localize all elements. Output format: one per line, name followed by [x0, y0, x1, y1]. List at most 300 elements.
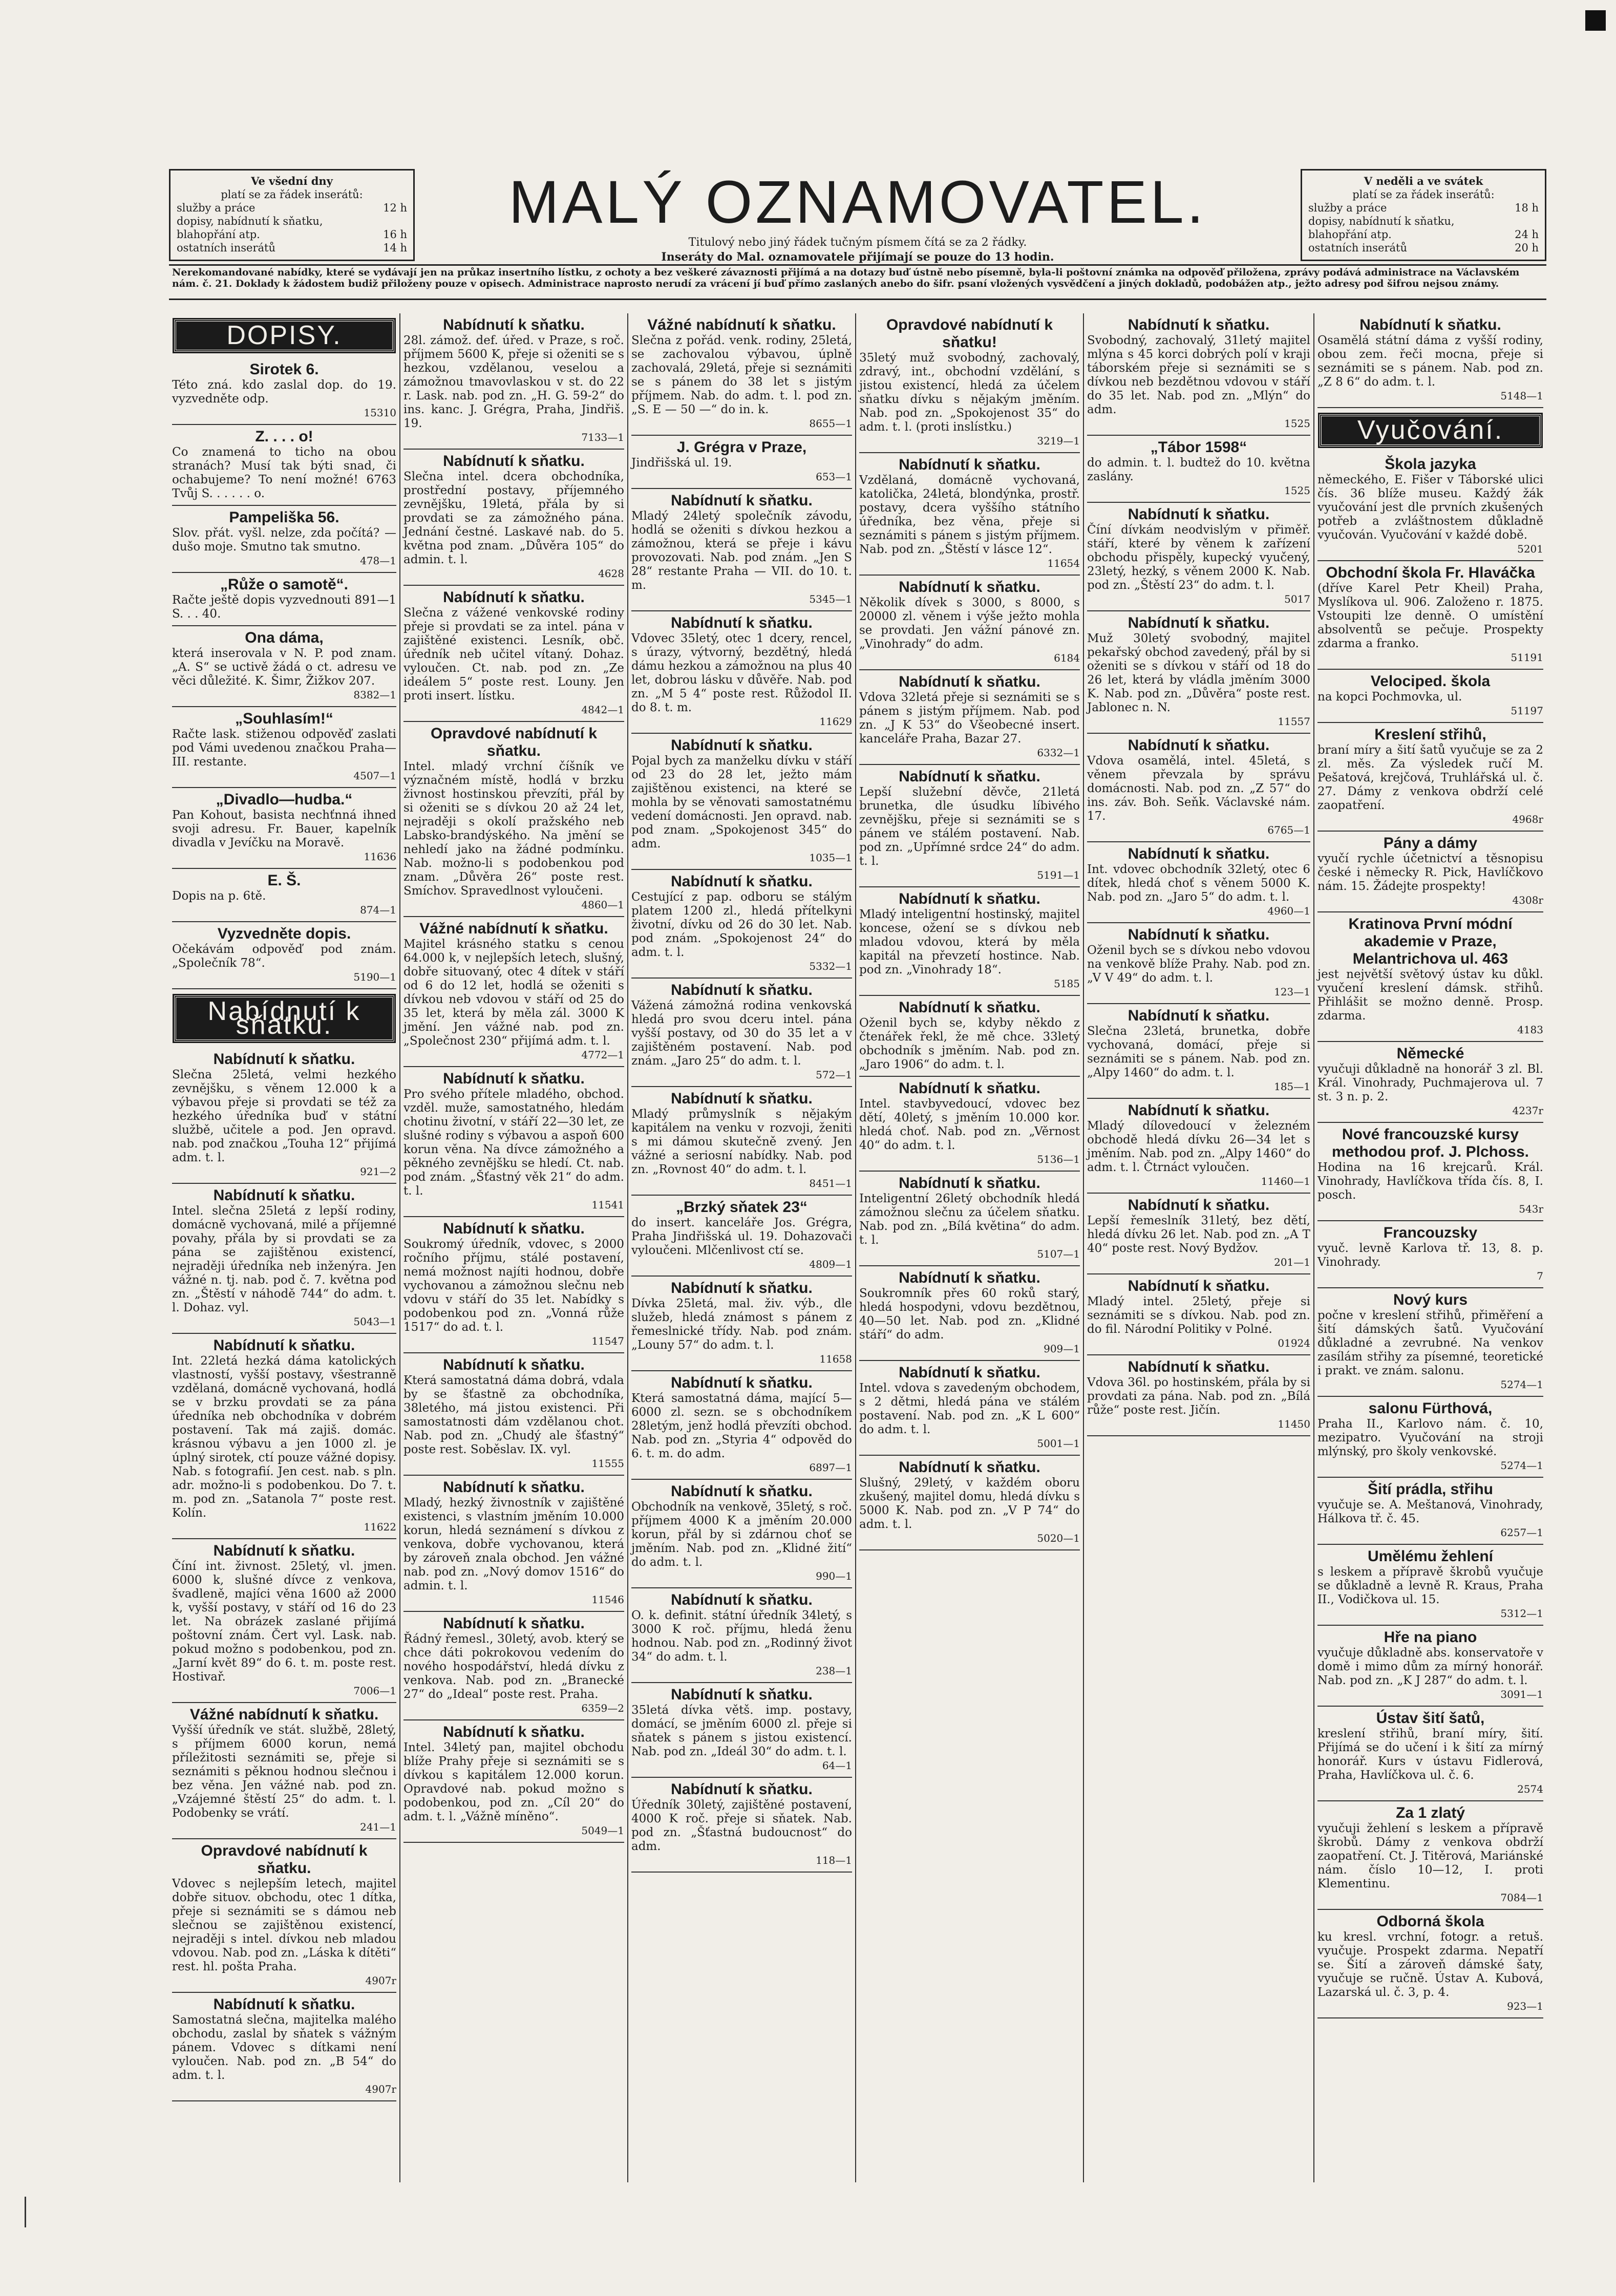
ad-code: 4968r: [1512, 813, 1543, 825]
classified-ad: [859, 887, 1080, 996]
ad-code: 8451—1: [809, 1177, 852, 1189]
ad-code: 4907r: [365, 2083, 396, 2095]
ad-text: vyučuje důkladně abs. konservatoře v domě i mimo dům za mírný honorář. Nab. pod zn. „K J 287“ do adm. t. l.: [1317, 1646, 1543, 1687]
ad-text: Obchodník na venkově, 35letý, s roč. příjmem 4000 K a jměním 20.000 korun, přál by si zdárnou choť se jměním. Nab. pod zn. „Klidné žití“ do adm. t. l.: [631, 1500, 852, 1569]
ad-code: 11622: [364, 1521, 396, 1533]
classified-ad: [859, 576, 1080, 670]
ad-heading: Nabídnutí k sňatku.: [443, 1479, 585, 1496]
classified-ad: [403, 1720, 624, 1843]
rate-label: ostatních inserátů: [1308, 242, 1407, 254]
ad-code: 4237r: [1512, 1104, 1543, 1117]
classified-ad: [631, 1371, 852, 1480]
rate-price: 24 h: [1515, 228, 1539, 241]
ad-heading: Šití prádla, střihu: [1367, 1481, 1494, 1498]
ad-text: Vdovec 35letý, otec 1 dcery, rencel, s úrazy, výtvorný, bezdětný, hledá dámu hezkou a zámožnou na plus 40 let, dobrou lásku v důvěře. Nab. pod zn. „M 5 4“ poste rest. Růžodol II. do 8. t. m.: [631, 632, 852, 714]
ad-heading: Odborná škola: [1376, 1913, 1484, 1930]
ad-heading: Nabídnutí k sňatku.: [671, 1591, 813, 1608]
ad-text: Vzdělaná, domácně vychovaná, katolička, 24letá, blondýnka, prostř. postavy, dcera vyššího státního úředníka, bez věna, přeje si seznámiti s pánem s jistým příjmem. Nab. pod zn. „Štěstí v lásce 12“.: [859, 474, 1080, 556]
ad-code: 5274—1: [1500, 1378, 1543, 1391]
rate-price: 14 h: [383, 242, 407, 254]
ad-heading: Umělému žehlení: [1367, 1548, 1494, 1565]
classified-ad: [172, 707, 396, 788]
ad-text: Lepší služební děvče, 21letá brunetka, dle úsudku líbivého zevnějšku, přeje si seznámiti se s pánem ve stálém postavení. Nab. pod zn. „Upřímné srdce 24“ do adm. t. l.: [859, 785, 1080, 868]
column-1: [169, 313, 399, 2182]
page-title: MALÝ OZNAMOVATEL.: [508, 168, 1207, 236]
ad-text: Lepší řemeslník 31letý, bez dětí, hledá dívku 26 let. Nab. pod zn. „A T 40“ poste rest. Nový Bydžov.: [1087, 1214, 1310, 1255]
ad-text: Muž 30letý svobodný, majitel pekařský obchod zavedený, přál by si oženiti se s dívkou v stáří od 18 do 26 let, která by vládla jměním 3000 K. Nab. pod zn. „Důvěra“ poste rest. Jablonec n. N.: [1087, 632, 1310, 714]
ad-text: Soukromý úředník, vdovec, s 2000 ročního příjmu, stálé postavení, nemá možnost najíti hodnou, dobře vychovanou a zámožnou slečnu neb vdovu v stáří do 35 let. Nabídky s podobenkou pod zn. „Vonná růže 1517“ do ad. t. l.: [403, 1238, 624, 1334]
classified-ad: [1087, 923, 1310, 1004]
ad-code: 4628: [598, 567, 624, 580]
ad-code: 11546: [591, 1593, 624, 1606]
ad-code: 11450: [1278, 1418, 1310, 1430]
ad-heading: Hře na piano: [1384, 1629, 1477, 1646]
ad-text: Která samostatná dáma, mající 5—6000 zl. sezn. se s obchodníkem 28letým, jenž hodlá převzíti obchod. Nab. pod zn. „Styria 4“ odpověd do 6. t. m. do adm.: [631, 1392, 852, 1460]
ad-text: Vdova 32letá přeje si seznámiti se s pánem s jistým příjmem. Nab. pod zn. „J K 53“ do Všeobecné insert. kanceláře Praha, Bazar 27.: [859, 691, 1080, 746]
classified-ad: [172, 425, 396, 506]
classified-ad: [631, 436, 852, 489]
ad-text: Co znamená to ticho na obou stranách? Musí tak býti snad, či ochabujeme? To není možné! 6763 Tvůj S. . . . . . o.: [172, 445, 396, 500]
ad-code: 4772—1: [581, 1049, 624, 1061]
ad-text: Račte lask. stiženou odpověď zaslati pod Vámi uvedenou značkou Praha—III. restante.: [172, 728, 396, 769]
ad-text: Jindřišská ul. 19.: [631, 456, 732, 470]
classified-ad: [172, 573, 396, 626]
notice-strip: Nerekomandované nabídky, které se vydávají jen na průkaz insertního lístku, z ochoty a bez veškeré závaznosti přijímá a na dotazy buď ústně nebo písemně, byla-li poštovní známka na odpověď přiložena, zprávy podává administrace na Václavském nám. č. 21. Doklady k žádostem budiž přiloženy pouze v opisech. Administrace naprosto nerudí za vrácení jí buď přímo zaslaných anebo do šifr. psaní vložených vysvědčení a jiných dokladů, podobážen atp., ježto adresy pod šifrou nejsou známy.: [169, 264, 1546, 300]
ad-text: 35letá dívka větš. imp. postavy, domácí, se jměním 6000 zl. přeje si sňatek s pánem s jistou existencí. Nab. pod zn. „Ideál 30“ do adm. t. l.: [631, 1704, 852, 1758]
rate-row: [177, 228, 407, 241]
classified-ad: [631, 1588, 852, 1683]
section-nabidnuti: Nabídnutí k sňatku.: [174, 995, 394, 1041]
section-dopisy: DOPISY.: [174, 320, 394, 352]
ad-text: která inserovala v N. P. pod znam. „A. S“ se uctivě žádá o ct. adresu ve věci důležité. K. Šimr, Žižkov 207.: [172, 647, 396, 688]
classified-ad: [1087, 503, 1310, 611]
ad-heading: Francouzsky: [1383, 1224, 1478, 1241]
ad-heading: Nabídnutí k sňatku.: [671, 873, 813, 890]
ad-code: 5191—1: [1037, 869, 1080, 881]
ad-heading: Nabídnutí k sňatku.: [899, 1080, 1040, 1097]
ad-code: 572—1: [816, 1069, 852, 1081]
ad-heading: Opravdové nabídnutí k sňatku.: [430, 725, 598, 759]
ad-heading: Sirotek 6.: [249, 361, 319, 378]
ad-code: 11555: [591, 1457, 624, 1470]
ad-heading: Nabídnutí k sňatku.: [213, 1187, 355, 1204]
ad-code: 5043—1: [353, 1315, 396, 1328]
classified-ad: [403, 1353, 624, 1476]
ad-text: O. k. definit. státní úředník 34letý, s 3000 K roč. příjmu, hledá ženu hodnou. Nab. pod zn. „Rodinný život 34“ do adm. t. l.: [631, 1609, 852, 1664]
classified-ad: [403, 917, 624, 1067]
ad-text: s leskem a přípravě škrobů vyučuje se důkladně a levně R. Kraus, Praha II., Vodičkova ul. 15.: [1317, 1565, 1543, 1606]
ad-heading: Nabídnutí k sňatku.: [899, 1269, 1040, 1286]
ad-heading: Nabídnutí k sňatku.: [899, 1175, 1040, 1192]
ad-text: 35letý muž svobodný, zachovalý, zdravý, int., obchodní vzdělání, s jistou existencí, hledá za účelem sňatku dívku s nějakým jměním. Nab. pod zn. „Spokojenost 35“ do adm. t. l. (proti inslístku.): [859, 351, 1080, 434]
column-2: [399, 313, 627, 2182]
rate-price: 12 h: [383, 202, 407, 214]
ad-heading: Kreslení střihů,: [1374, 726, 1486, 743]
classified-ad: [1317, 1910, 1543, 2018]
ad-text: Mladý inteligentní hostinský, majitel koncese, ožení se s dívkou neb mladou vdovou, která by měla kapitál na převzetí hostince. Nab. pod zn. „Vinohrady 18“.: [859, 908, 1080, 976]
ad-text: Vyšší úředník ve stát. službě, 28letý, s příjmem 6000 korun, nemá příležitosti seznámiti se, přeje si seznámiti s pěknou hodnou slečnou i bez věna. Jen vážné nab. pod zn. „Vzájemné štěstí 25“ do adm. t. l. Podobenky se vrátí.: [172, 1724, 396, 1820]
ad-heading: Nabídnutí k sňatku.: [443, 453, 585, 470]
ad-text: Samostatná slečna, majitelka malého obchodu, zaslal by sňatek s vážným pánem. Vdovec s dítkami není vyloučen. Nab. pod zn. „B 54“ do adm. t. l.: [172, 2013, 396, 2082]
ad-text: Int. vdovec obchodník 32letý, otec 6 dítek, hledá choť s věnem 5000 K. Nab. pod zn. „Jaro 5“ do adm. t. l.: [1087, 863, 1310, 904]
classified-ad: [403, 1612, 624, 1720]
ad-code: 11557: [1278, 715, 1310, 728]
masthead: [169, 169, 1546, 307]
classified-ad: [1317, 670, 1543, 723]
ad-heading: Nabídnutí k sňatku.: [899, 673, 1040, 690]
ad-text: Pan Kohout, basista nechťnná ihned svoji adresu. Fr. Bauer, kapelník divadla v Jevíčku na Moravě.: [172, 809, 396, 849]
classified-ad: [1317, 1626, 1543, 1707]
ad-heading: Německé: [1396, 1045, 1464, 1062]
ad-text: Soukromník přes 60 roků starý, hledá hospodyni, vdovu bezdětnou, 40—50 let. Nab. pod zn. „Klidné stáří“ do adm.: [859, 1287, 1080, 1342]
ad-text: Slečna intel. dcera obchodníka, prostřední postavy, příjemného zevnějšku, 19letá, přála by si provdati se za zámožného pána. Jednání čestné. Laskavé nab. do 5. května pod znam. „Důvěra 105“ do admin. t. l.: [403, 470, 624, 566]
ad-text: Mladý intel. 25letý, přeje si seznámiti se s dívkou. Nab. pod zn. do fil. Národní Politiky v Polné.: [1087, 1295, 1310, 1336]
ad-heading: „Souhlasím!“: [235, 710, 333, 727]
classified-ad: [1317, 1123, 1543, 1221]
classified-ad: [1317, 1288, 1543, 1397]
ad-heading: Nabídnutí k sňatku.: [1128, 737, 1270, 754]
ad-heading: Nabídnutí k sňatku.: [443, 1724, 585, 1740]
classified-ad: [859, 1456, 1080, 1550]
ad-heading: Opravdové nabídnutí k sňatku!: [886, 316, 1053, 351]
classified-ad: [859, 996, 1080, 1077]
classified-ad: [631, 1087, 852, 1196]
subtitle-2: Inseráty do Mal. oznamovatele přijímají se pouze do 13 hodin.: [661, 250, 1054, 264]
ad-text: Cestující z pap. odboru se stálým platem 1200 zl., hledá přítelkyni životní, dívku od 26 do 30 let. Nab. pod znám. „Spokojenost 24“ do adm. t. l.: [631, 890, 852, 959]
rate-label: ostatních inserátů: [177, 242, 275, 254]
ad-code: 11460—1: [1261, 1175, 1310, 1187]
classified-ad: [1087, 436, 1310, 503]
ad-code: 3219—1: [1037, 435, 1080, 447]
ad-text: kreslení střihů, braní míry, šití. Přijímá se do učení i k šití za mírný honorář. Kurs v ústavu Fidlerová, Praha, Havlíčkova ul. č. 6.: [1317, 1727, 1543, 1782]
ad-text: Číní int. živnost. 25letý, vl. jmen. 6000 k, slušné dívce z venkova, švadleně, majíci věna 1600 až 2000 k, vyšší postavy, v stáří od 16 do 23 let. Na obrázek zaslané přijímá poštovní znám. Čert vyl. Lask. nab. pokud možno s podobenkou, pod zn. „Jarní květ 89“ do 6. t. m. poste rest. Hostivař.: [172, 1560, 396, 1684]
classified-ad: [1317, 1707, 1543, 1801]
classified-ad: [172, 788, 396, 869]
column-6: [1313, 313, 1546, 2182]
ad-text: Vdova 36l. po hostinském, přála by si provdati za pána. Nab. pod zn. „Bílá růže“ poste rest. Jičín.: [1087, 1376, 1310, 1417]
ad-heading: E. Š.: [267, 872, 301, 889]
ad-text: Několik dívek s 3000, s 8000, s 20000 zl. věnem i výše ježto mohla se provdati. Jen vážní pánové zn. „Vinohrady“ do adm.: [859, 596, 1080, 651]
ad-heading: Nabídnutí k sňatku.: [671, 1483, 813, 1500]
ad-code: 11636: [364, 851, 396, 863]
classified-ad: [859, 313, 1080, 453]
ad-heading: Nabídnutí k sňatku.: [1128, 1278, 1270, 1294]
classified-ad: [631, 489, 852, 611]
ad-code: 01924: [1278, 1337, 1310, 1349]
ad-heading: Nabídnutí k sňatku.: [1128, 845, 1270, 862]
classified-ad: [859, 670, 1080, 765]
ad-text: Svobodný, zachovalý, 31letý majitel mlýna s 45 korci dobrých polí v kraji táborském přeje si seznámiti se s dívkou neb bezdětnou vdovou v stáří do 35 let. Nab. pod zn. „Mlýn“ do adm.: [1087, 334, 1310, 416]
ad-text: Intel. vdova s zavedeným obchodem, s 2 dětmi, hledá pána ve stálém postavení. Nab. pod zn. „K L 600“ do adm. t. l.: [859, 1381, 1080, 1436]
classified-ad: [859, 765, 1080, 887]
ad-heading: Nabídnutí k sňatku.: [899, 768, 1040, 785]
rate-price: 20 h: [1515, 242, 1539, 254]
classified-ad: [403, 1067, 624, 1217]
ad-heading: Nové francouzské kursy methodou prof. J. Plchoss.: [1331, 1126, 1529, 1160]
ad-heading: Ústav šití šatů,: [1376, 1710, 1485, 1727]
classified-ad: [172, 922, 396, 989]
ad-code: 5201: [1517, 543, 1543, 555]
classified-ad: [172, 506, 396, 573]
column-5: [1083, 313, 1313, 2182]
classified-ad: [1087, 1274, 1310, 1355]
ad-text: Mladý 24letý společník závodu, hodlá se oženiti s dívkou hezkou a zámožnou, která se přeje i kávu provozovati. Nab. pod znám. „Jen S 28“ restante Praha — VII. do 10. t. m.: [631, 509, 852, 592]
ad-code: 11654: [1047, 557, 1080, 569]
rate-row: [1308, 201, 1539, 215]
ad-code: 5017: [1284, 593, 1310, 605]
classified-ad: [403, 450, 624, 586]
classified-ad: [403, 313, 624, 450]
ad-code: 1035—1: [809, 852, 852, 864]
ad-text: do insert. kanceláře Jos. Grégra, Praha Jindřišská ul. 19. Dohazovači vyloučeni. Mlčenlivost ctí se.: [631, 1216, 852, 1257]
ad-code: 238—1: [816, 1665, 852, 1677]
ad-heading: Nabídnutí k sňatku.: [1128, 506, 1270, 523]
ad-text: Úředník 30letý, zajištěné postavení, 4000 K roč. přeje si sňatek. Nab. pod zn. „Šťastná budoucnost“ do adm.: [631, 1798, 852, 1853]
classified-ad: [1317, 313, 1543, 408]
classified-ad: [1087, 734, 1310, 842]
ad-text: Této zná. kdo zaslal dop. do 19. vyzvedněte odp.: [172, 378, 396, 406]
ad-heading: Nabídnutí k sňatku.: [671, 982, 813, 998]
classified-ad: [1087, 313, 1310, 436]
ad-code: 201—1: [1274, 1256, 1310, 1268]
ad-heading: Nabídnutí k sňatku.: [1359, 316, 1501, 333]
ad-text: Vdova osamělá, intel. 45letá, s věnem převzala by správu domácnosti. Nab. pod zn. „Z 57“ do ins. záv. Boh. Seňk. Václavské nám. 17.: [1087, 754, 1310, 823]
ad-text: (dříve Karel Petr Kheil) Praha, Myslíkova ul. 906. Založeno r. 1875. Vstoupiti lze denně. O umístění absolventů se pečuje. Prospekty zdarma a franko.: [1317, 582, 1543, 650]
ad-text: Intel. mladý vrchní číšník ve význačném místě, hodlá v brzku živnost hostinskou převzíti, přál by si oženiti se s dívkou 20 až 24 let, nejraději s okolí pražského neb Labsko-brandýského. Na jmění se nehledí jako na žádné podmínku. Nab. možno-li s podobenkou pod znam. „Důvěra 26“ poste rest. Smíchov. Spravedlnost vyloučeni.: [403, 760, 624, 898]
classified-ad: [1087, 611, 1310, 734]
ad-text: Slov. přát. vyšl. nelze, zda počítá? — dušo moje. Smutno tak smutno.: [172, 526, 396, 554]
classified-ad: [403, 586, 624, 722]
ad-code: 11629: [819, 715, 852, 728]
ad-text: Oženil bych se s dívkou nebo vdovou na venkově blíže Prahy. Nab. pod zn. „V V 49“ do adm. t. l.: [1087, 944, 1310, 985]
ad-text: Oženil bych se, kdyby někdo z čtenářek řekl, že mě chce. 33letý obchodník s jměním. Nab. pod zn. „Jaro 1906“ do adm. t. l.: [859, 1016, 1080, 1071]
rate-price: 18 h: [1515, 202, 1539, 214]
classified-ad: [1317, 1545, 1543, 1626]
rate-label: blahopřání atp.: [1308, 228, 1392, 241]
classified-ad: [1317, 832, 1543, 912]
ad-text: Račte ještě dopis vyzvednouti 891—1 S. . . 40.: [172, 593, 396, 621]
ad-code: 923—1: [1507, 2000, 1543, 2012]
ad-heading: Nabídnutí k sňatku.: [1128, 316, 1270, 333]
ad-heading: Nový kurs: [1393, 1291, 1468, 1308]
ad-code: 4809—1: [809, 1258, 852, 1270]
ad-heading: Nabídnutí k sňatku.: [1128, 1358, 1270, 1375]
ad-code: 5190—1: [353, 971, 396, 983]
ad-text: Dívka 25letá, mal. živ. výb., dle služeb, hledá známost s pánem z řemeslnické třídy. Nab. pod znám. „Louny 57“ do adm. t. l.: [631, 1297, 852, 1352]
classified-ad: [631, 734, 852, 870]
ad-heading: Nabídnutí k sňatku.: [443, 1220, 585, 1237]
rate-label: dopisy, nabídnutí k sňatku,: [1308, 215, 1455, 227]
ad-heading: Nabídnutí k sňatku.: [1128, 614, 1270, 631]
classified-ad: [859, 1266, 1080, 1361]
ad-code: 5148—1: [1500, 390, 1543, 402]
ad-code: 5020—1: [1037, 1532, 1080, 1544]
ad-heading: Nabídnutí k sňatku.: [671, 492, 813, 509]
classified-ad: [1087, 1194, 1310, 1274]
ad-code: 7084—1: [1500, 1891, 1543, 1904]
ad-text: Inteligentní 26letý obchodník hledá zámožnou slečnu za účelem sňatku. Nab. pod zn. „Bílá květina“ do adm. t. l.: [859, 1192, 1080, 1247]
ad-heading: Nabídnutí k sňatku.: [671, 614, 813, 631]
classified-ad: [631, 1480, 852, 1588]
classified-ad: [172, 358, 396, 425]
classified-ad: [631, 313, 852, 436]
ad-code: 5274—1: [1500, 1459, 1543, 1472]
ad-heading: „Divadlo—hudba.“: [216, 791, 353, 808]
ad-text: Slečna 25letá, velmi hezkého zevnějšku, s věnem 12.000 k a výbavou přeje si provdati se též za hezkého úředníka buď v státní službě, učitele a pod. Jen opravd. nab. pod značkou „Touha 12“ přijímá adm. t. l.: [172, 1068, 396, 1164]
classified-ad: [172, 1334, 396, 1539]
ad-heading: Z. . . . o!: [255, 428, 313, 445]
ad-heading: Nabídnutí k sňatku.: [1128, 1007, 1270, 1024]
classified-ad: [1317, 453, 1543, 561]
ad-code: 6359—2: [581, 1702, 624, 1714]
ad-heading: Nabídnutí k sňatku.: [213, 1337, 355, 1354]
ad-text: na kopci Pochmovka, ul.: [1317, 690, 1462, 704]
ad-code: 4308r: [1512, 894, 1543, 906]
ad-heading: Nabídnutí k sňatku.: [899, 890, 1040, 907]
rate-row: [177, 201, 407, 215]
ad-code: 4860—1: [581, 899, 624, 911]
ad-text: Intel. slečna 25letá z lepší rodiny, domácně vychovaná, milé a příjemné povahy, přála by si provdati se za pána se zajištěnou existencí, nejraději úředníka neb inženýra. Jen vážné n. tj. nab. pod č. 7. května pod zn. „Štěstí v náhodě 744“ do adm. t. l. Dohaz. vyl.: [172, 1204, 396, 1314]
ad-text: Osamělá státní dáma z vyšší rodiny, obou zem. řeči mocna, přeje si seznámiti se s pánem. Nab. pod zn. „Z 8 6“ do adm. t. l.: [1317, 334, 1543, 389]
classified-ad: [1087, 1355, 1310, 1436]
ad-code: 2574: [1517, 1783, 1543, 1795]
ad-text: německého, E. Fišer v Táborské ulici čís. 36 blíže museu. Každý žák vyučování jest dle prvních zkušených potřeb a zvláštnostem důkladně vyučován. Vyučování v každé době.: [1317, 473, 1543, 542]
ad-code: 921—2: [360, 1165, 396, 1178]
ad-code: 5332—1: [809, 960, 852, 972]
subtitle-1: Titulový nebo jiný řádek tučným písmem čítá se za 2 řádky.: [688, 236, 1027, 249]
ad-heading: Nabídnutí k sňatku.: [213, 1996, 355, 2013]
ad-heading: Nabídnutí k sňatku.: [443, 316, 585, 333]
rate-row: [177, 241, 407, 254]
rate-row: [1308, 215, 1539, 228]
ad-heading: „Tábor 1598“: [1150, 439, 1247, 456]
margin-mark: [25, 2197, 31, 2227]
ad-text: počne v kreslení střihů, přiměření a šití dámských šatů. Vyučování důkladné a zevrubné. Na venkov zasílám střihy za písemné, teoretické i prakt. ve znám. salonu.: [1317, 1309, 1543, 1377]
ad-heading: J. Grégra v Praze,: [676, 439, 807, 456]
ad-text: Mladý, hezký živnostník v zajištěné existenci, s vlastním jměním 10.000 korun, hledá seznámení s dívkou z venkova, dobře vychovanou, která by zároveň znala obchod. Jen vážné nab. pod zn. „Nový domov 1516“ do admin. t. l.: [403, 1496, 624, 1592]
ad-heading: Nabídnutí k sňatku.: [443, 589, 585, 606]
ad-code: 478—1: [360, 555, 396, 567]
ad-code: 6332—1: [1037, 747, 1080, 759]
ad-text: Očekávám odpověď pod znám. „Společník 78“.: [172, 943, 396, 970]
column-4: [855, 313, 1083, 2182]
ad-code: 874—1: [360, 904, 396, 916]
ad-text: vyučuji důkladně na honorář 3 zl. Bl. Král. Vinohrady, Puchmajerova ul. 7 st. 3 n. p. 2.: [1317, 1062, 1543, 1103]
ad-heading: Obchodní škola Fr. Hlaváčka: [1326, 564, 1535, 581]
rate-box-title: Ve všední dny: [251, 175, 333, 187]
ad-heading: Nabídnutí k sňatku.: [213, 1051, 355, 1068]
ad-text: Číní dívkám neodvislým v přiměř. stáří, které by věnem k zařízení obchodu přispěly, kupecký vyučený, 23letý, hezký, s věnem 2000 K. Nab. pod zn. „Štěstí 23“ do adm. t. l.: [1087, 523, 1310, 592]
classified-ad: [1317, 1221, 1543, 1288]
ad-code: 5136—1: [1037, 1153, 1080, 1165]
ad-code: 11547: [591, 1335, 624, 1347]
classified-ad: [631, 1277, 852, 1371]
ad-heading: Nabídnutí k sňatku.: [671, 1781, 813, 1798]
ad-code: 7006—1: [353, 1685, 396, 1697]
ad-text: Int. 22letá hezká dáma katolických vlastností, vyšší postavy, všestranně vzdělaná, domácně vychovaná, hodlá se v brzku provdati se za pána úředníka neb obchodníka v dobrém postavení. Tak má zajiš. domác. krásnou výbavu a jen 1000 zl. je úplný sirotek, ctí pouze vážné dopisy. Nab. s fotografií. Jen cest. nab. s pln. adr. možno-li s podobenkou. Do 7. t. m. pod zn. „Satanola 7“ poste rest. Kolín.: [172, 1354, 396, 1520]
classified-ad: [403, 1217, 624, 1353]
ad-heading: Škola jazyka: [1385, 456, 1476, 473]
ad-text: ku kresl. vrchní, fotogr. a retuš. vyučuje. Prospekt zdarma. Nepatří se. Šití a zároveň dámské šaty, vyučuje se ručně. Ústav A. Kubová, Lazarská ul. č. 3, p. 4.: [1317, 1930, 1543, 1999]
ad-text: Intel. stavbyvedoucí, vdovec bez dětí, 40letý, s jměním 10.000 kor. hledá choť. Nab. pod zn. „Věrnost 40“ do adm. t. l.: [859, 1097, 1080, 1152]
ad-heading: Kratinova První módní akademie v Praze, Melantrichova ul. 463: [1348, 916, 1513, 967]
ad-heading: Nabídnutí k sňatku.: [899, 999, 1040, 1016]
ad-heading: Nabídnutí k sňatku.: [899, 456, 1040, 473]
ad-heading: Vážné nabídnutí k sňatku.: [419, 920, 608, 937]
ad-code: 6897—1: [809, 1461, 852, 1474]
classified-ad: [403, 1476, 624, 1612]
classified-ad: [1317, 1478, 1543, 1545]
ad-code: 7133—1: [581, 431, 624, 443]
ad-code: 5049—1: [581, 1824, 624, 1837]
ad-code: 8382—1: [353, 689, 396, 701]
ad-text: Mladý dílovedoucí v železném obchodě hledá dívku 26—34 let s jměním. Nab. pod zn. „Alpy 1460“ do adm. t. l. Čtrnáct vyloučen.: [1087, 1119, 1310, 1174]
ad-heading: Nabídnutí k sňatku.: [443, 1070, 585, 1087]
ad-code: 7: [1537, 1270, 1543, 1282]
rate-box-subtitle: platí se za řádek inserátů:: [1352, 188, 1495, 201]
ad-text: Řádný řemesl., 30letý, avob. který se chce dáti pokrokovou vedením do nového hospodářství, hledá dívku z venkova. Nab. pod zn. „Branecké 27“ do „Ideal“ poste rest. Praha.: [403, 1632, 624, 1701]
ad-code: 3091—1: [1500, 1688, 1543, 1700]
ad-heading: Nabídnutí k sňatku.: [671, 737, 813, 754]
classified-ad: [631, 870, 852, 979]
ad-heading: Nabídnutí k sňatku.: [899, 1459, 1040, 1476]
corner-mark: [1585, 10, 1606, 31]
ad-code: 123—1: [1274, 986, 1310, 998]
classified-ad: [1317, 1042, 1543, 1123]
classified-ad: [631, 1683, 852, 1778]
ad-text: Pro svého přítele mladého, obchod. vzděl. muže, samostatného, hledám chotinu životní, v stáří 22—30 let, ze slušné rodiny s výbavou a aspoň 600 korun věna. Na dívce zámožného a pěkného zevnějšku se hledí. Ct. nab. pod znám. „Šťastný věk 21“ do adm. t. l.: [403, 1088, 624, 1198]
ad-code: 15310: [364, 407, 396, 419]
ad-heading: Nabídnutí k sňatku.: [1128, 1197, 1270, 1214]
ad-text: Slečna z pořád. venk. rodiny, 25letá, se zachovalou výbavou, úplně zachovalá, 29letá, přeje si seznámiti se s pánem do 38 let s jistým příjmem. Nab. do adm. t. l. pod zn. „S. E — 50 —“ do in. k.: [631, 334, 852, 416]
ad-code: 909—1: [1044, 1343, 1080, 1355]
classified-ad: [631, 1778, 852, 1873]
classified-ad: [1087, 842, 1310, 923]
ad-heading: Nabídnutí k sňatku.: [443, 1356, 585, 1373]
ad-code: 185—1: [1274, 1080, 1310, 1093]
classified-ad: [1317, 561, 1543, 670]
ad-heading: Nabídnutí k sňatku.: [671, 1686, 813, 1703]
classified-ad: [172, 626, 396, 707]
title-block: [425, 168, 1290, 264]
ad-text: vyučuji žehlení s leskem a přípravě škrobů. Dámy z venkova obdrží zaopatření. Ct. J. Titěrová, Mariánské nám. číslo 10—12, I. proti Klementinu.: [1317, 1822, 1543, 1890]
classified-ad: [631, 979, 852, 1087]
ad-text: do admin. t. l. budtež do 10. května zaslány.: [1087, 456, 1310, 483]
rate-row: [1308, 241, 1539, 254]
rate-box-subtitle: platí se za řádek inserátů:: [221, 188, 363, 201]
ad-heading: Za 1 zlatý: [1395, 1804, 1465, 1821]
ad-heading: Pány a dámy: [1383, 835, 1478, 852]
rate-row: [1308, 228, 1539, 241]
ad-code: 5312—1: [1500, 1607, 1543, 1620]
ad-heading: „Růže o samotě“.: [220, 576, 349, 593]
ad-text: Hodina na 16 krejcarů. Král. Vinohrady, Havlíčkova třída čís. 8, I. posch.: [1317, 1161, 1543, 1202]
classified-ad: [172, 1539, 396, 1703]
ad-text: vyučí rychle účetnictví a těsnopisu české i německy R. Pick, Havlíčkovo nám. 15. Žádejte prospekty!: [1317, 852, 1543, 893]
ad-code: 8655—1: [809, 417, 852, 430]
ad-code: 990—1: [816, 1570, 852, 1582]
ad-code: 6765—1: [1267, 824, 1310, 836]
ad-code: 118—1: [816, 1854, 852, 1866]
column-3: [627, 313, 855, 2182]
classified-ad: [1317, 1397, 1543, 1478]
classified-ad: [1317, 912, 1543, 1042]
ad-code: 241—1: [360, 1821, 396, 1833]
ad-text: braní míry a šití šatů vyučuje se za 2 zl. měs. Za výsledek ručí M. Pešatová, krejčová, Truhlářská ul. č. 27. Dámy z venkova obdrží celé zaopatření.: [1317, 743, 1543, 812]
rate-box-sundays: [1301, 169, 1546, 261]
ad-heading: Nabídnutí k sňatku.: [671, 1280, 813, 1296]
ad-heading: Nabídnutí k sňatku.: [1128, 1102, 1270, 1119]
